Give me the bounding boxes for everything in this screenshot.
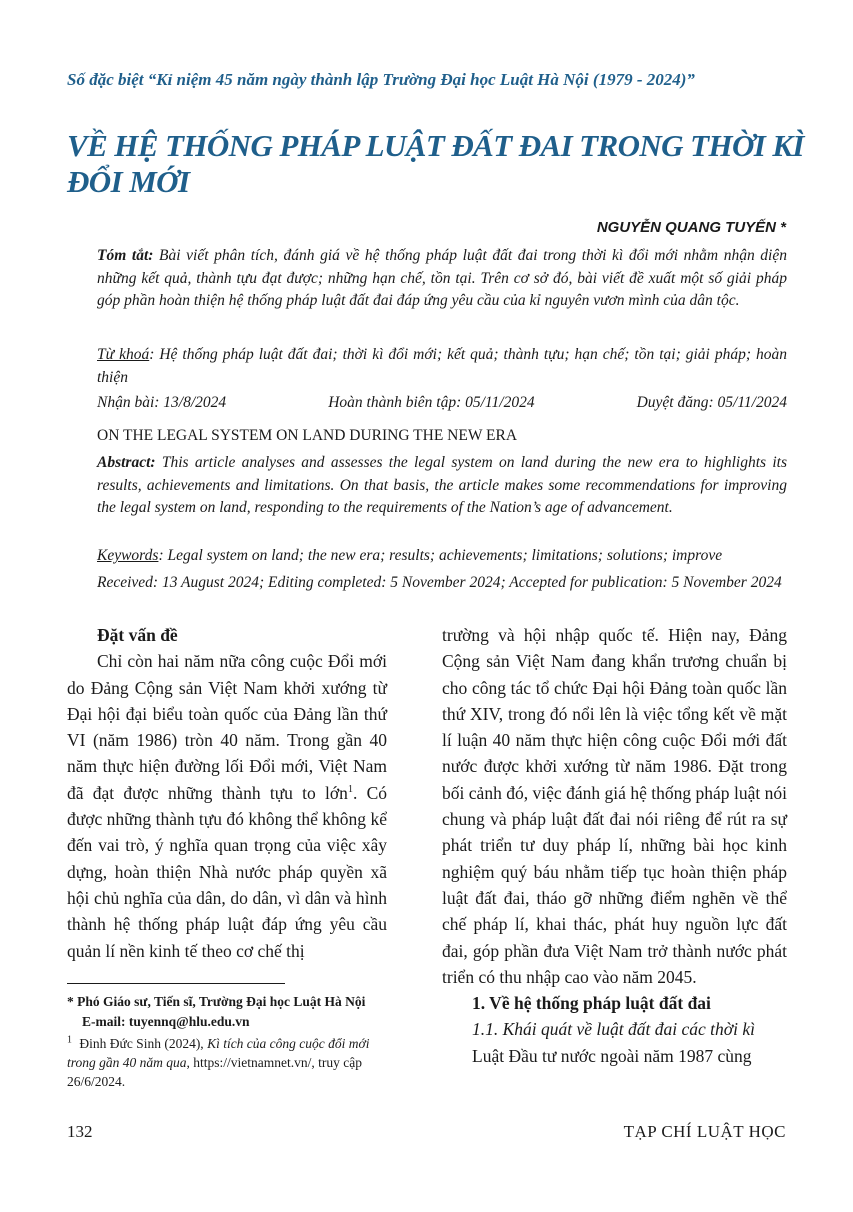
date-edited: Hoàn thành biên tập: 05/11/2024 xyxy=(328,394,535,411)
author-affiliation: * Phó Giáo sư, Tiến sĩ, Trường Đại học Luật Hà Nội xyxy=(67,994,366,1009)
left-column xyxy=(67,622,387,964)
right-column xyxy=(442,622,787,1069)
footnote-divider xyxy=(67,983,285,984)
special-issue-banner: Số đặc biệt “Kỉ niệm 45 năm ngày thành lập Trường Đại học Luật Hà Nội (1979 - 2024)” xyxy=(67,70,695,89)
author-email: E-mail: tuyennq@hlu.edu.vn xyxy=(82,1014,250,1029)
section-heading: Đặt vấn đề xyxy=(97,625,178,645)
footnote-1-number: 1 xyxy=(67,1034,72,1046)
abstract-label: Abstract: xyxy=(97,454,156,471)
footnote-1-author: Đinh Đức Sinh (2024), xyxy=(79,1036,208,1051)
english-title: ON THE LEGAL SYSTEM ON LAND DURING THE NEW ERA xyxy=(97,427,518,444)
keywords-text-en: : Legal system on land; the new era; results; achievements; limitations; solutions; improve xyxy=(158,547,723,564)
heading-1-1: 1.1. Khái quát về luật đất đai các thời kì xyxy=(472,1019,755,1040)
footnote-ref: 1 xyxy=(347,783,353,795)
page-number: 132 xyxy=(67,1122,93,1141)
footnote-1-title: Kì tích của công cuộc đổi mới trong gần 40 năm qua xyxy=(67,1036,370,1070)
journal-name: TẠP CHÍ LUẬT HỌC xyxy=(623,1122,786,1141)
vietnamese-keywords xyxy=(97,344,787,389)
date-accepted: Duyệt đăng: 05/11/2024 xyxy=(636,394,787,411)
english-dates: Received: 13 August 2024; Editing completed: 5 November 2024; Accepted for publication: 5 November 2024 xyxy=(97,574,782,591)
keywords-label-en: Keywords xyxy=(97,547,159,564)
article-title: VỀ HỆ THỐNG PHÁP LUẬT ĐẤT ĐAI TRONG THỜI KÌ ĐỔI MỚI xyxy=(67,128,804,199)
english-keywords xyxy=(97,545,787,568)
keywords-text-vi: : Hệ thống pháp luật đất đai; thời kì đổi mới; kết quả; thành tựu; hạn chế; tồn tại; giải pháp; hoàn thiện xyxy=(97,346,787,386)
summary-label: Tóm tắt: xyxy=(97,247,154,264)
vietnamese-summary xyxy=(97,245,787,313)
author-name: NGUYỄN QUANG TUYẾN * xyxy=(596,219,786,236)
footnote-1 xyxy=(67,1034,390,1091)
english-abstract xyxy=(97,452,787,520)
keywords-label-vi: Từ khoá xyxy=(97,346,150,363)
date-received: Nhận bài: 13/8/2024 xyxy=(97,394,227,411)
left-paragraph-text-cont: . Có được những thành tựu đó không thể không kể đến vai trò, ý nghĩa quan trọng của việc xây dựng, hoàn thiện Nhà nước pháp quyền xã hội chủ nghĩa của dân, do dân, vì dân và hình thành hệ thống pháp luật đáp ứng yêu cầu quản lí nền kinh tế theo cơ chế thị xyxy=(67,782,387,961)
left-paragraph xyxy=(67,648,387,964)
left-paragraph-text: Chỉ còn hai năm nữa công cuộc Đổi mới do Đảng Cộng sản Việt Nam khởi xướng từ Đại hội đại biểu toàn quốc của Đảng lần thứ VI (năm 1986) tròn 40 năm. Trong gần 40 năm thực hiện đường lối Đổi mới, Việt Nam đã đạt được những thành tựu to lớn xyxy=(67,651,387,803)
abstract-text: This article analyses and assesses the legal system on land during the new era to highlights its results, achievements and limitations. On that basis, the article makes some recommendations for improving the legal system on land, responding to the requirements of the Nation’s age of advancement. xyxy=(97,454,787,516)
vietnamese-dates xyxy=(97,394,787,412)
right-paragraph: trường và hội nhập quốc tế. Hiện nay, Đảng Cộng sản Việt Nam đang khẩn trương chuẩn bị cho công tác tổ chức Đại hội Đảng toàn quốc lần thứ XIV, trong đó nổi lên là việc tổng kết về mặt lí luận 40 năm thực hiện công cuộc Đổi mới đất nước được khởi xướng từ năm 1986. Đặt trong bối cảnh đó, việc đánh giá hệ thống pháp luật nói chung và pháp luật đất đai nói riêng để rút ra sự phát triển tư duy pháp lí, những bài học kinh nghiệm quý báu nhằm tiếp tục hoàn thiện pháp luật đất đai, tháo gỡ những điểm nghẽn về thể chế pháp lí, khai thác, phát huy nguồn lực đất đai, góp phần đưa Việt Nam trở thành nước phát triển có thu nhập cao vào năm 2045. xyxy=(442,625,787,987)
footnote-1-rest: , https://vietnamnet.vn/, truy cập 26/6/2024. xyxy=(67,1055,362,1089)
heading-1: 1. Về hệ thống pháp luật đất đai xyxy=(472,993,711,1014)
summary-text: Bài viết phân tích, đánh giá về hệ thống pháp luật đất đai trong thời kì đổi mới nhằm nhận diện những kết quả, thành tựu đạt được; những hạn chế, tồn tại. Trên cơ sở đó, bài viết đề xuất một số giải pháp góp phần hoàn thiện hệ thống pháp luật đất đai đáp ứng yêu cầu của kỉ nguyên vươn mình của dân tộc. xyxy=(97,247,787,309)
right-last-line: Luật Đầu tư nước ngoài năm 1987 cùng xyxy=(472,1045,752,1066)
